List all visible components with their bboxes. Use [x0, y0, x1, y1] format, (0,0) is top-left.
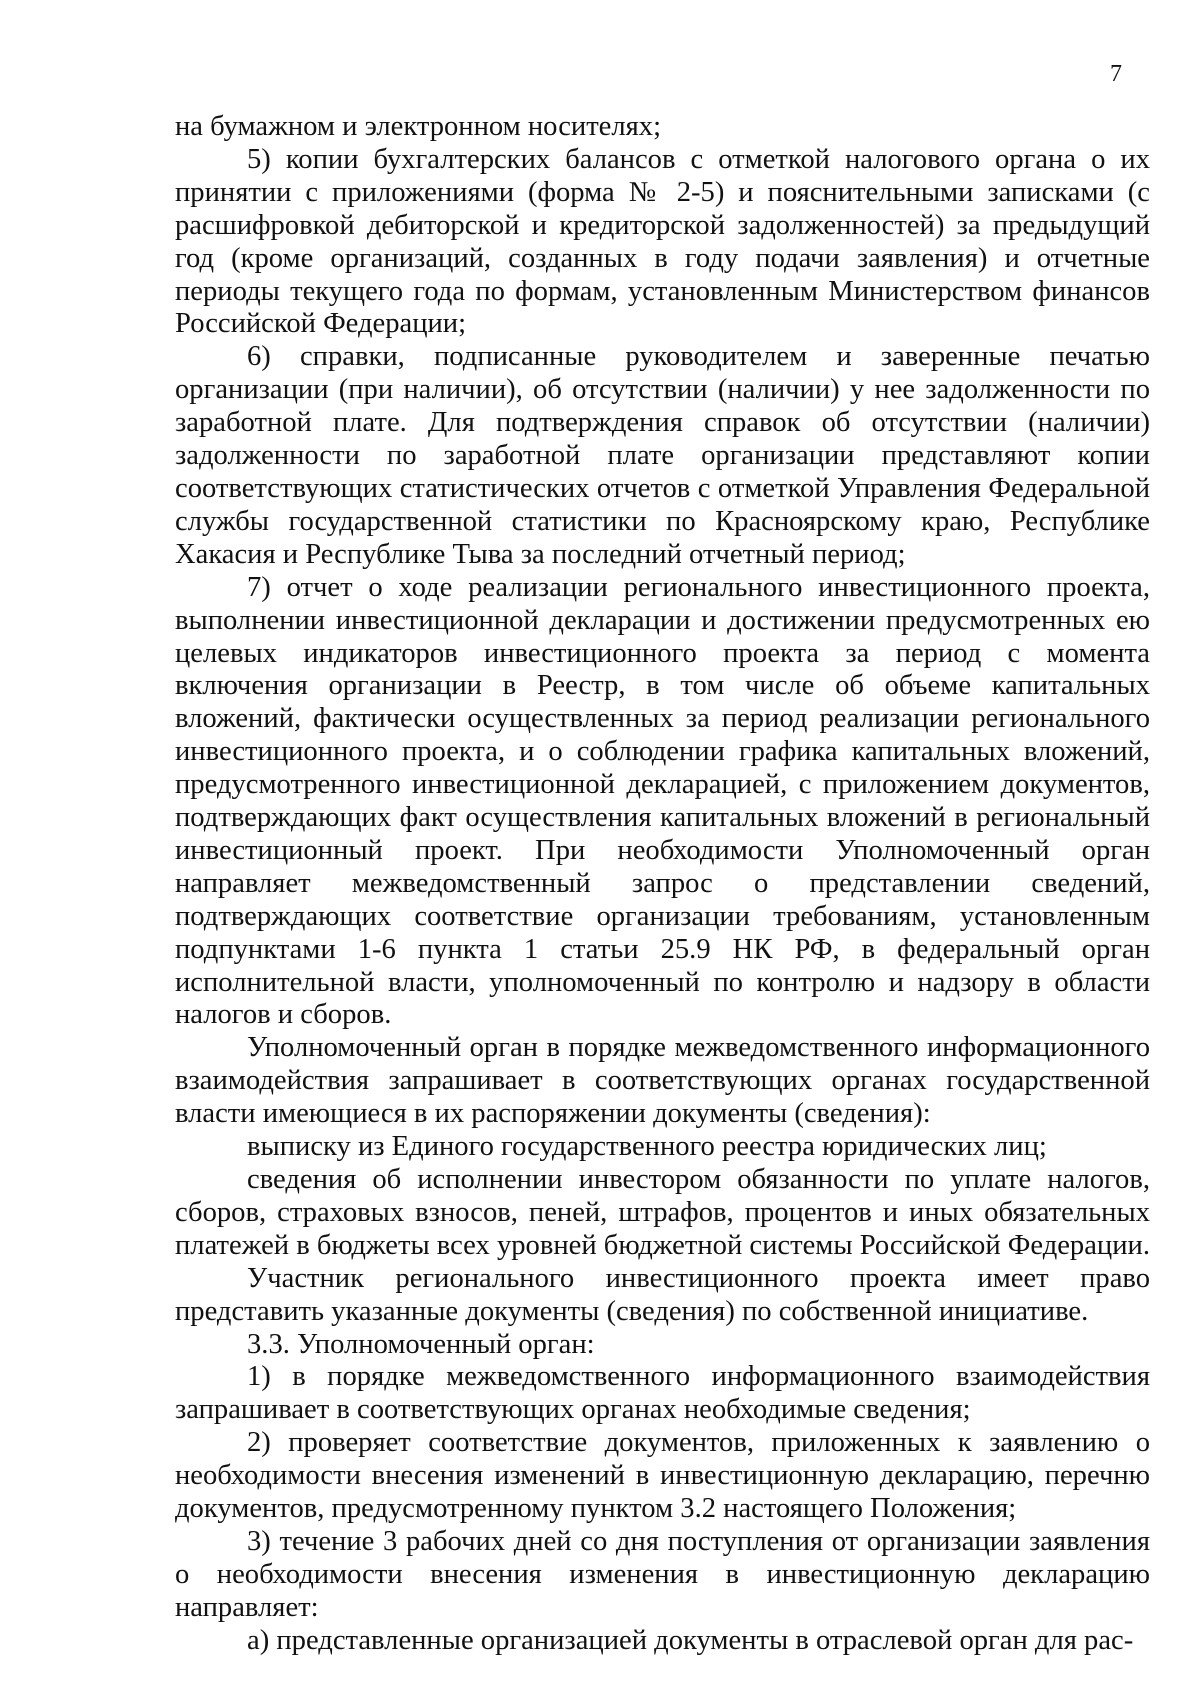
paragraph: 6) справки, подписанные руководителем и заверенные печатью организации (при наличии), об отсутствии (наличии) у нее задолженности по заработной плате. Для подтверждения справок об отсутствии (наличии) задолженности по заработной плате организации представляют копии соответствующих статистических отчетов с отметкой Управления Федеральной службы государственной статистики по Красноярскому краю, Республике Хакасия и Республике Тыва за последний отчетный период; — [175, 341, 1150, 570]
paragraph: Уполномоченный орган в порядке межведомственного информационного взаимодействия запрашивает в соответствующих органах государственной власти имеющиеся в их распоряжении документы (сведения): — [175, 1032, 1150, 1130]
paragraph: 7) отчет о ходе реализации регионального инвестиционного проекта, выполнении инвестиционной декларации и достижении предусмотренных ею целевых индикаторов инвестиционного проекта за период с момента включения организации в Реестр, в том числе об объеме капитальных вложений, фактически осуществленных за период реализации регионального инвестиционного проекта, и о соблюдении графика капитальных вложений, предусмотренного инвестиционной декларацией, с приложением документов, подтверждающих факт осуществления капитальных вложений в региональный инвестиционный проект. При необходимости Уполномоченный орган направляет межведомственный запрос о представлении сведений, подтверждающих соответствие организации требованиям, установленным подпунктами 1-6 пункта 1 статьи 25.9 НК РФ, в федеральный орган исполнительной власти, уполномоченный по контролю и надзору в области налогов и сборов. — [175, 571, 1150, 1031]
paragraph: на бумажном и электронном носителях; — [175, 111, 662, 142]
paragraph: 3.3. Уполномоченный орган: — [247, 1328, 595, 1360]
document-body — [175, 111, 1150, 1658]
paragraph: сведения об исполнении инвестором обязанности по уплате налогов, сборов, страховых взносов, пеней, штрафов, процентов и иных обязательных платежей в бюджеты всех уровней бюджетной системы Российской Федерации. — [175, 1164, 1150, 1261]
paragraph: 2) проверяет соответствие документов, приложенных к заявлению о необходимости внесения изменений в инвестиционную декларацию, перечню документов, предусмотренному пунктом 3.2 настоящего Положения; — [175, 1427, 1150, 1525]
page-number: 7 — [1110, 61, 1122, 87]
paragraph: а) представленные организацией документы в отраслевой орган для рас- — [247, 1624, 1134, 1656]
paragraph: 5) копии бухгалтерских балансов с отметкой налогового органа о их принятии с приложениями (форма № 2-5) и пояснительными записками (с расшифровкой дебиторской и кредиторской задолженностей) за предыдущий год (кроме организаций, созданных в году подачи заявления) и отчетные периоды текущего года по формам, установленным Министерством финансов Российской Федерации; — [175, 143, 1150, 340]
paragraph: 1) в порядке межведомственного информационного взаимодействия запрашивает в соответствующих органах необходимые сведения; — [175, 1361, 1150, 1426]
paragraph: выписку из Единого государственного реестра юридических лиц; — [247, 1131, 1047, 1163]
paragraph: 3) течение 3 рабочих дней со дня поступления от организации заявления о необходимости внесения изменения в инвестиционную декларацию направляет: — [175, 1525, 1150, 1623]
paragraph: Участник регионального инвестиционного проекта имеет право представить указанные документы (сведения) по собственной инициативе. — [175, 1262, 1150, 1327]
